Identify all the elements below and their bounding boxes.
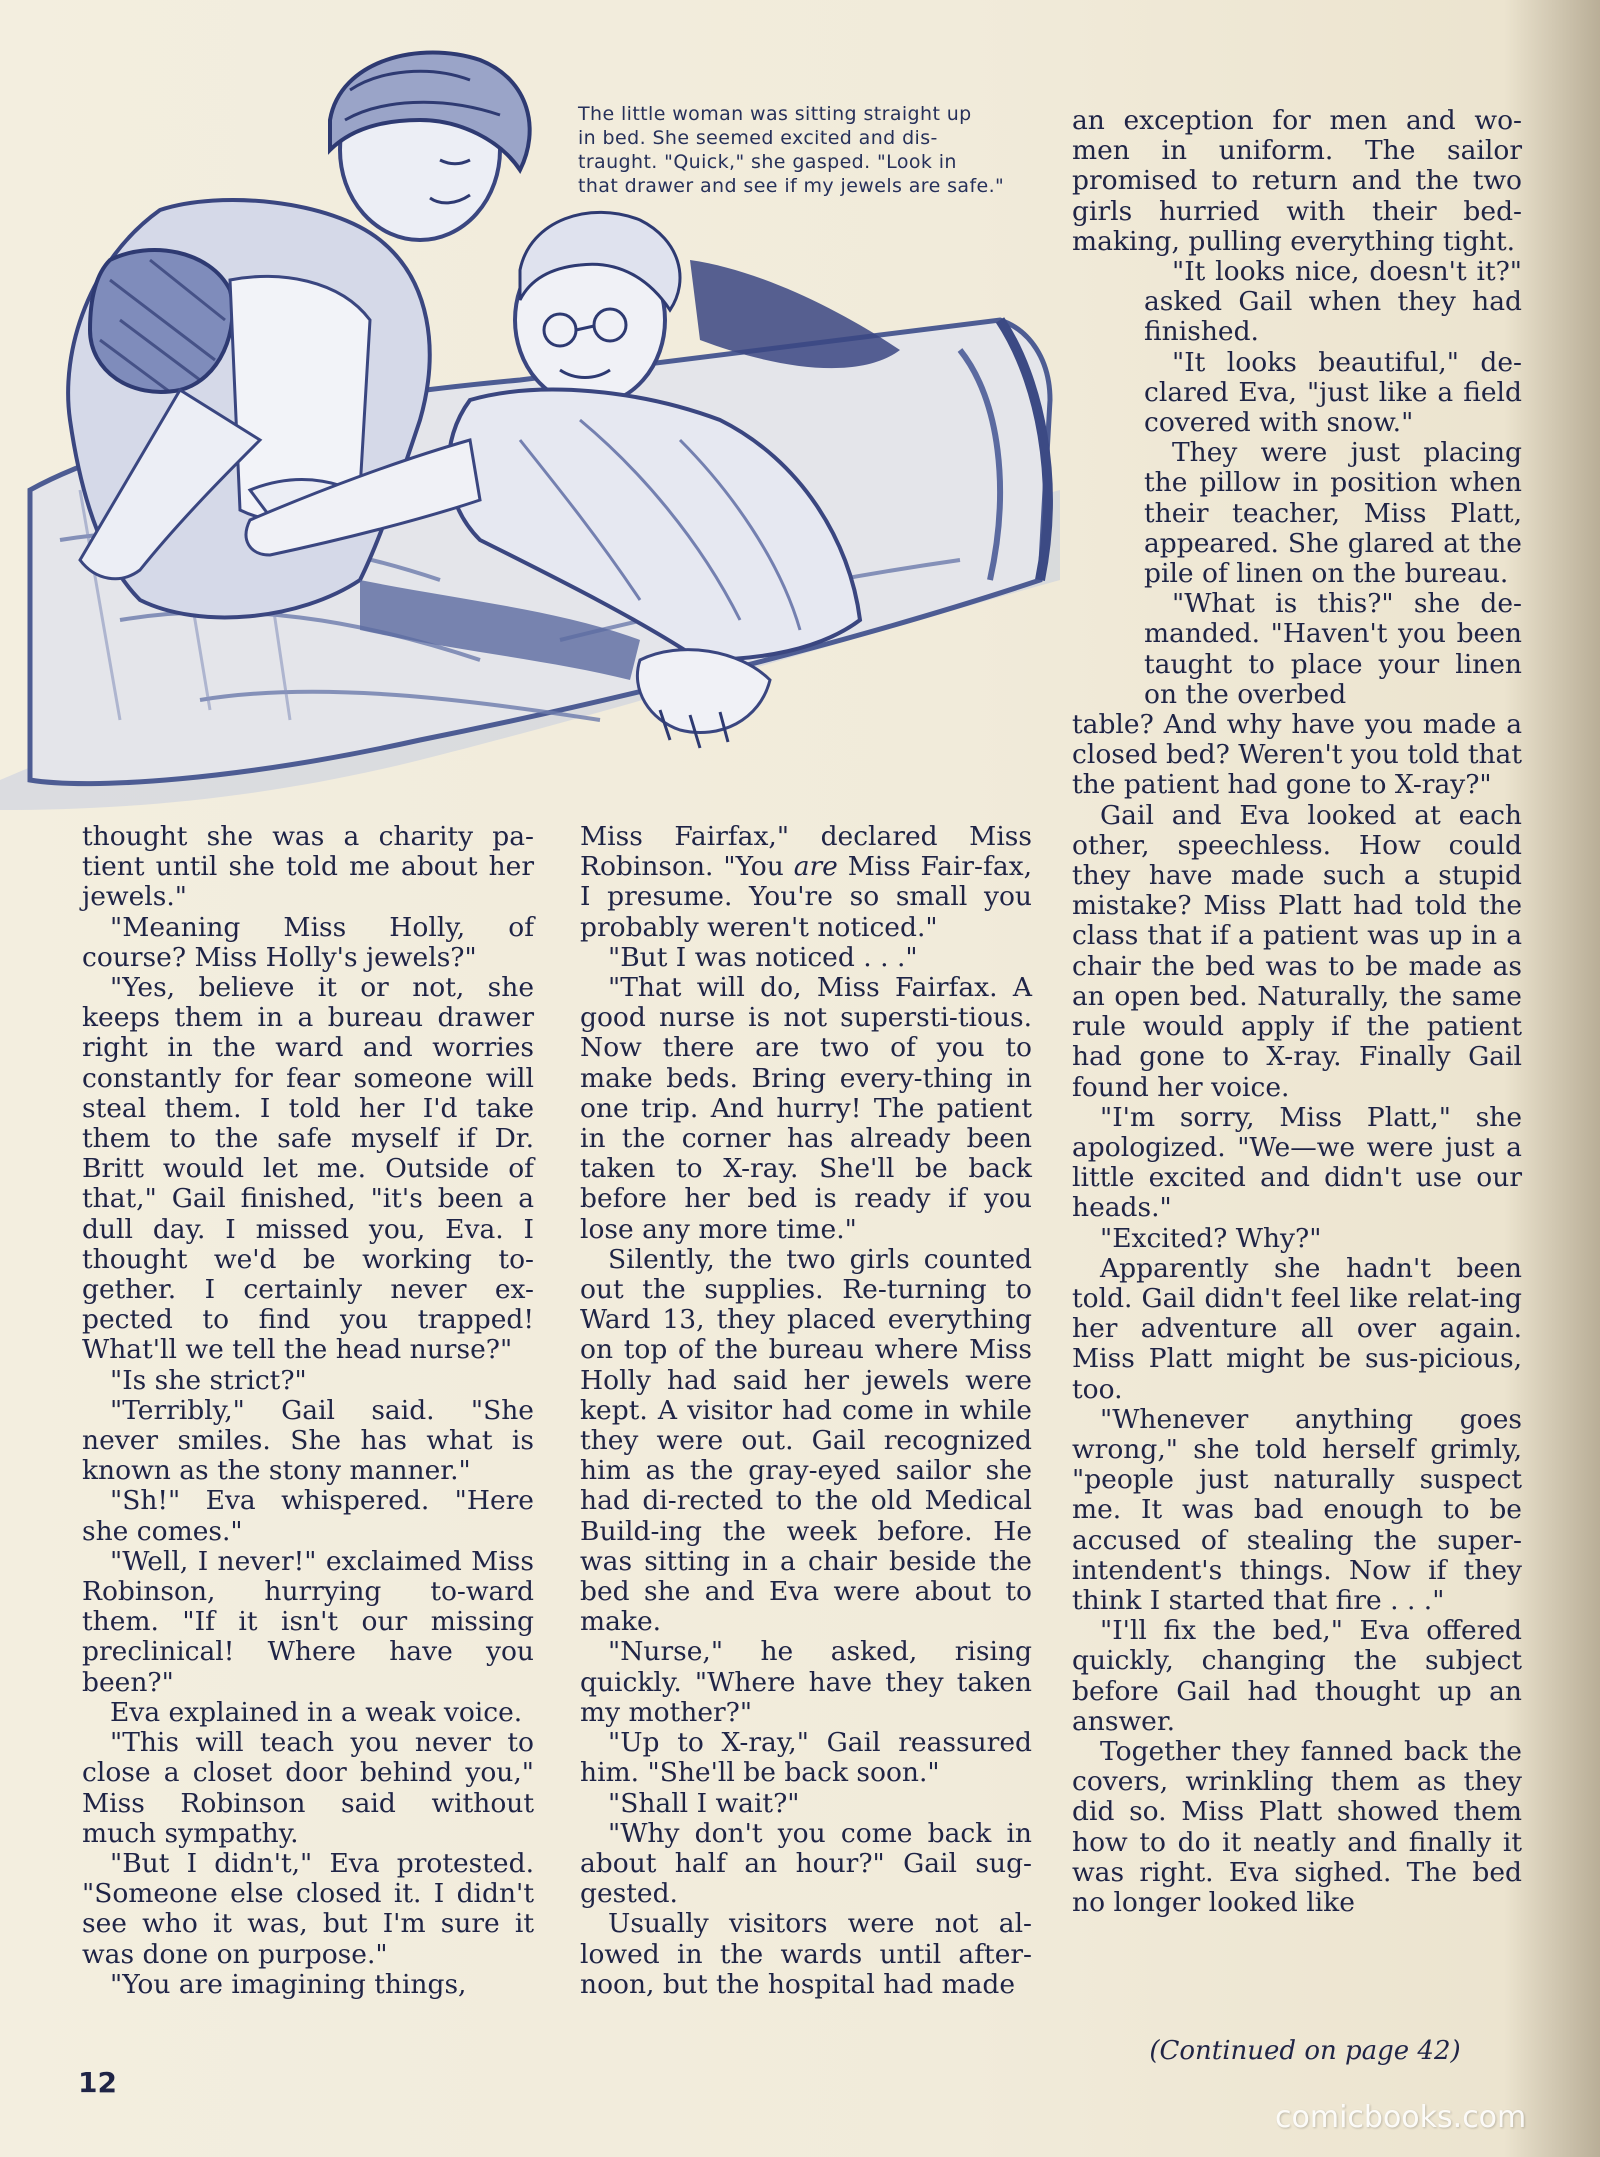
text-run: Miss Fair-fax, I presume. You're so small you probably weren't noticed."	[580, 851, 1032, 943]
caption-line: in bed. She seemed excited and dis-	[578, 127, 938, 149]
illustration-caption	[578, 102, 1030, 198]
paragraph: They were just placing the pillow in position when their teacher, Miss Platt, appeared. She glared at the pile of linen on the bureau.	[1144, 437, 1522, 590]
paragraph: "Terribly," Gail said. "She never smiles. She has what is known as the stony manner."	[82, 1394, 534, 1487]
paragraph: Apparently she hadn't been told. Gail didn't feel like relat-ing her adventure all over again. Miss Platt might be sus-picious, too.	[1072, 1252, 1522, 1405]
paragraph: "You are imagining things,	[110, 1968, 467, 2000]
paragraph: "Meaning Miss Holly, of course? Miss Holly's jewels?"	[82, 911, 534, 973]
paragraph: table? And why have you made a closed bed? Weren't you told that the patient had gone to X-ray?"	[1072, 709, 1522, 801]
paragraph: "Up to X-ray," Gail reassured him. "She'll be back soon."	[580, 1727, 1032, 1789]
paragraph: "Shall I wait?"	[608, 1787, 800, 1819]
paragraph: Eva explained in a weak voice.	[110, 1696, 523, 1728]
paragraph: thought she was a charity pa-tient until she told me about her jewels."	[82, 821, 534, 913]
paragraph: "It looks beautiful," de-clared Eva, "just like a field covered with snow."	[1144, 346, 1522, 439]
paragraph: Together they fanned back the covers, wrinkling them as they did so. Miss Platt showed them how to do it neatly and finally it was right. Eva sighed. The bed no longer looked like	[1072, 1735, 1522, 1918]
text-column-3	[1072, 106, 1522, 1918]
paragraph: "Whenever anything goes wrong," she told herself grimly, "people just naturally suspect me. It was bad enough to be accused of stealing the super-intendent's things. Now if they think I started that fire . . ."	[1072, 1403, 1522, 1616]
paragraph: Usually visitors were not al-lowed in the wards until after-noon, but the hospital had made	[580, 1908, 1032, 2000]
paragraph: "Is she strict?"	[110, 1364, 307, 1396]
paragraph: "But I didn't," Eva protested. "Someone else closed it. I didn't see who it was, but I'm sure it was done on purpose."	[82, 1847, 534, 1970]
text-column-1	[82, 822, 534, 2000]
paragraph: "Why don't you come back in about half an hour?" Gail sug-gested.	[580, 1817, 1032, 1910]
paragraph: Silently, the two girls counted out the supplies. Re-turning to Ward 13, they placed everything on top of the bureau where Miss Holly had said her jewels were kept. A visitor had come in while they were out. Gail recognized him as the gray-eyed sailor she had di-rected to the old Medical Build-ing the week before. He was sitting in a chair beside the bed she and Eva were about to make.	[580, 1243, 1032, 1638]
paragraph: "What is this?" she de-manded. "Haven't you been taught to place your linen on the overbed	[1144, 588, 1522, 710]
text-column-2	[580, 822, 1032, 2000]
paragraph: "Yes, believe it or not, she keeps them in a bureau drawer right in the ward and worries constantly for fear someone will steal them. I told her I'd take them to the safe myself if Dr. Britt would let me. Outside of that," Gail finished, "it's been a dull day. I missed you, Eva. I thought we'd be working to-gether. I certainly never ex-pected to find you trapped! What'll we tell the head nurse?"	[82, 972, 534, 1366]
paragraph: "This will teach you never to close a closet door behind you," Miss Robinson said without much sympathy.	[82, 1727, 534, 1849]
paragraph: "Well, I never!" exclaimed Miss Robinson, hurrying to-ward them. "If it isn't our missing preclinical! Where have you been?"	[82, 1545, 534, 1698]
emphasis: are	[793, 851, 838, 883]
site-watermark: comicbooks.com	[1275, 2100, 1527, 2135]
text-run: Miss Fairfax," declared Miss Robinson. "You	[580, 821, 1032, 883]
page-number: 12	[78, 2066, 117, 2099]
paragraph: an exception for men and wo-men in uniform. The sailor promised to return and the two girls hurried with their bed-making, pulling everything tight.	[1072, 105, 1522, 257]
paragraph: "I'll fix the bed," Eva offered quickly, changing the subject before Gail had thought up an answer.	[1072, 1615, 1522, 1737]
continued-note: (Continued on page 42)	[1149, 2036, 1461, 2066]
paragraph: Gail and Eva looked at each other, speechless. How could they have made such a stupid mistake? Miss Platt had told the class that if a patient was up in a chair the bed was to be made as an open bed. Naturally, the same rule would apply if the patient had gone to X-ray. Finally Gail found her voice.	[1072, 799, 1522, 1103]
caption-line: traught. "Quick," she gasped. "Look in	[578, 151, 957, 173]
paragraph: "I'm sorry, Miss Platt," she apologized. "We—we were just a little excited and didn't use our heads."	[1072, 1101, 1522, 1224]
paragraph: "Sh!" Eva whispered. "Here she comes."	[82, 1485, 534, 1547]
narrow-text-block	[1144, 257, 1522, 710]
caption-line: that drawer and see if my jewels are safe."	[578, 175, 1005, 197]
paragraph	[580, 822, 1032, 943]
caption-line: The little woman was sitting straight up	[578, 103, 972, 125]
paragraph: "But I was noticed . . ."	[608, 941, 918, 973]
paragraph: "Nurse," he asked, rising quickly. "Where have they taken my mother?"	[580, 1636, 1032, 1728]
paragraph: "Excited? Why?"	[1100, 1222, 1322, 1254]
paragraph: "It looks nice, doesn't it?" asked Gail when they had finished.	[1144, 256, 1522, 348]
paragraph: "That will do, Miss Fairfax. A good nurse is not supersti-tious. Now there are two of you to make beds. Bring every-thing in one trip. And hurry! The patient in the corner has already been taken to X-ray. She'll be back before her bed is ready if you lose any more time."	[580, 972, 1032, 1245]
